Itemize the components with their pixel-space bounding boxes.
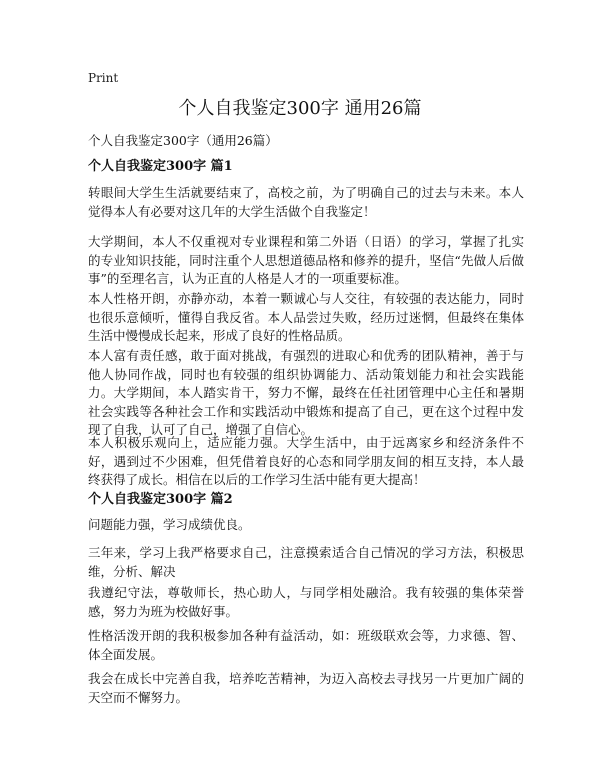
section-1-paragraph-3: 本人性格开朗，亦静亦动，本着一颗诚心与人交往，有较强的表达能力，同时也很乐意倾听，懂得自我反省。本人品尝过失败，经历过迷惘，但最终在集体生活中慢慢成长起来，形成了良好的性格品质。 <box>88 291 524 343</box>
section-2-paragraph-1: 问题能力强，学习成绩优良。 <box>88 517 251 532</box>
document-title: 个人自我鉴定300字 通用26篇 <box>178 98 422 119</box>
section-2-heading: 个人自我鉴定300字 篇2 <box>88 492 233 507</box>
print-link[interactable]: Print <box>88 71 119 85</box>
document-subtitle: 个人自我鉴定300字（通用26篇） <box>88 133 278 148</box>
section-1-paragraph-4: 本人富有责任感，敢于面对挑战，有强烈的进取心和优秀的团队精神，善于与他人协同作战，同时也有较强的组织协调能力、活动策划能力和社会实践能力。大学期间，本人踏实肯干，努力不懈，最终在任社团管理中心主任和暑期社会实践等各种社会工作和实践活动中锻炼和提高了自己，更在这个过程中发现了自我，认可了自己，增强了自信心。 <box>88 348 524 437</box>
section-2-paragraph-3: 我遵纪守法，尊敬师长，热心助人，与同学相处融洽。我有较强的集体荣誉感，努力为班为校做好事。 <box>88 585 524 619</box>
section-2-paragraph-4: 性格活泼开朗的我积极参加各种有益活动，如：班级联欢会等，力求德、智、体全面发展。 <box>88 628 524 662</box>
section-1-paragraph-2: 大学期间，本人不仅重视对专业课程和第二外语（日语）的学习，掌握了扎实的专业知识技能，同时注重个人思想道德品格和修养的提升，坚信“先做人后做事”的至理名言，认为正直的人格是人才的一项重要标准。 <box>88 234 524 286</box>
section-1-heading: 个人自我鉴定300字 篇1 <box>88 159 233 174</box>
section-1-paragraph-1: 转眼间大学生生活就要结束了，高校之前，为了明确自己的过去与未来。本人觉得本人有必要对这几年的大学生活做个自我鉴定！ <box>88 185 524 219</box>
section-2-paragraph-5: 我会在成长中完善自我，培养吃苦精神，为迈入高校去寻找另一片更加广阔的天空而不懈努力。 <box>88 671 524 705</box>
section-2-paragraph-2: 三年来，学习上我严格要求自己，注意摸索适合自己情况的学习方法，积极思维，分析、解决 <box>88 545 524 579</box>
section-1-paragraph-5: 本人积极乐观向上，适应能力强。大学生活中，由于远离家乡和经济条件不好，遇到过不少困难，但凭借着良好的心态和同学朋友间的相互支持，本人最终获得了成长。相信在以后的工作学习生活中能有更大提高！ <box>88 435 524 487</box>
